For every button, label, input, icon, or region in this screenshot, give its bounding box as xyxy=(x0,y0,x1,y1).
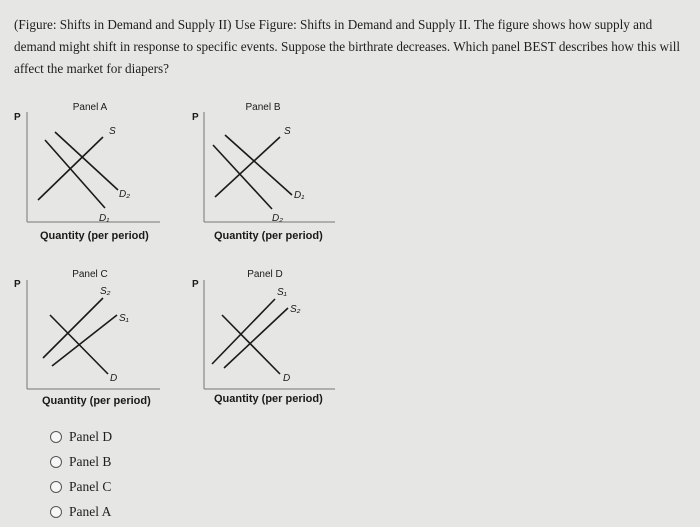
panel-b-demand-curve-1 xyxy=(213,145,272,209)
option-panel-b[interactable] xyxy=(50,449,112,474)
panel-a-label-s: S xyxy=(109,126,116,137)
panel-b-supply-curve xyxy=(215,137,280,197)
panel-d-p-label: P xyxy=(192,279,199,290)
option-panel-c[interactable] xyxy=(50,474,112,499)
radio-button[interactable] xyxy=(50,506,62,518)
option-label: Panel D xyxy=(69,428,113,444)
panel-b-p-label: P xyxy=(192,112,199,123)
option-label: Panel B xyxy=(69,453,112,469)
panel-b-label-d2: D₂ xyxy=(272,213,284,224)
option-label: Panel C xyxy=(69,478,112,494)
radio-button[interactable] xyxy=(50,456,62,468)
panel-b-label-s: S xyxy=(284,126,291,137)
panel-d-title: Panel D xyxy=(247,269,283,280)
panel-c xyxy=(14,269,160,407)
option-panel-d[interactable] xyxy=(50,424,112,449)
panel-c-x-label: Quantity (per period) xyxy=(42,395,151,407)
panel-d-x-label: Quantity (per period) xyxy=(214,393,323,405)
panel-c-p-label: P xyxy=(14,279,21,290)
panel-b xyxy=(192,102,335,242)
panel-c-supply-curve-1 xyxy=(52,315,117,366)
panel-d-label-s2: S₂ xyxy=(290,304,301,315)
answer-options xyxy=(50,424,112,524)
radio-button[interactable] xyxy=(50,481,62,493)
panel-c-title: Panel C xyxy=(72,269,108,280)
panel-d-supply-curve-1 xyxy=(212,299,275,364)
panel-b-label-d1: D₁ xyxy=(294,190,305,201)
panel-a-label-d2: D₂ xyxy=(119,189,131,200)
panel-d-supply-curve-2 xyxy=(224,308,288,368)
panel-b-demand-curve-2 xyxy=(225,135,292,195)
panel-d xyxy=(192,269,335,405)
panel-c-label-s1: S₁ xyxy=(119,313,129,324)
panel-a-label-d1: D₁ xyxy=(99,213,110,224)
option-panel-a[interactable] xyxy=(50,499,112,524)
radio-button[interactable] xyxy=(50,431,62,443)
panel-a-p-label: P xyxy=(14,112,21,123)
panel-c-label-s2: S₂ xyxy=(100,286,111,297)
panel-b-title: Panel B xyxy=(245,102,281,113)
panel-a xyxy=(14,102,160,242)
panel-c-label-d: D xyxy=(110,373,118,384)
panel-d-label-d: D xyxy=(283,373,291,384)
panel-d-label-s1: S₁ xyxy=(277,287,287,298)
option-label: Panel A xyxy=(69,503,112,519)
panel-c-demand-curve xyxy=(50,315,108,374)
panel-b-x-label: Quantity (per period) xyxy=(214,230,323,242)
panel-a-title: Panel A xyxy=(72,102,108,113)
panel-a-x-label: Quantity (per period) xyxy=(40,230,149,242)
question-text: (Figure: Shifts in Demand and Supply II) Use Figure: Shifts in Demand and Supply II. The figure shows how supply and demand might shift in response to specific events. Suppose the birthrate decreases. Which panel BEST describes how this will affect the market for diapers? xyxy=(14,17,681,76)
